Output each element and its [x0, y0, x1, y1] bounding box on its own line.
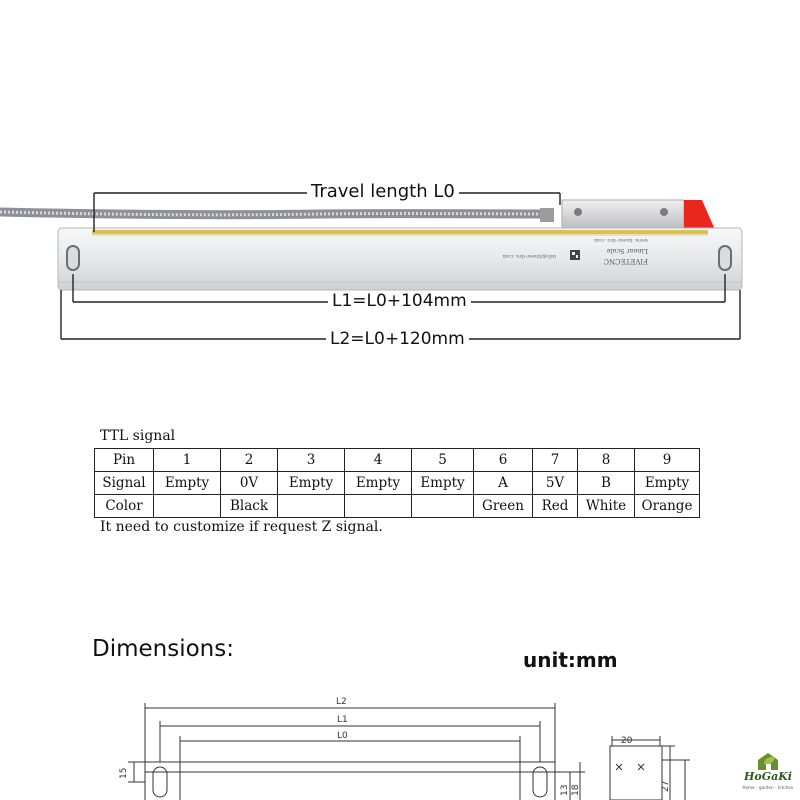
table-header-cell: Signal — [95, 472, 154, 495]
dimension-drawing — [0, 680, 800, 800]
mounting-slot-left — [67, 246, 79, 270]
hogaki-logo — [738, 750, 798, 798]
cable-connector — [540, 208, 554, 222]
l1-label: L1 — [337, 715, 348, 725]
side-view-outline — [610, 746, 662, 800]
table-cell: 8 — [578, 449, 635, 472]
house-leaf-icon — [754, 750, 782, 772]
dim-18-label: 18 — [571, 784, 581, 796]
table-cell: Empty — [412, 472, 474, 495]
table-cell — [154, 495, 221, 518]
ttl-signal-note: It need to customize if request Z signal. — [100, 519, 383, 535]
dim-27-label: 27 — [661, 780, 671, 792]
table-cell: Red — [533, 495, 578, 518]
table-header-cell: Color — [95, 495, 154, 518]
screw-icon — [660, 208, 668, 216]
red-slider-cap — [684, 200, 716, 232]
travel-length-label: Travel length L0 — [307, 182, 459, 202]
l2-label: L2 — [336, 697, 347, 707]
table-cell — [412, 495, 474, 518]
screw-icon — [574, 208, 582, 216]
logo-tagline: Home - garden - kitchen — [742, 785, 794, 790]
table-cell: 6 — [474, 449, 533, 472]
dim-13-label: 13 — [560, 784, 570, 796]
table-cell: 4 — [345, 449, 412, 472]
scale-website-text: www. linear-dro. com — [593, 237, 648, 243]
table-cell: Green — [474, 495, 533, 518]
dim-20-label: 20 — [621, 736, 633, 746]
l0-label: L0 — [337, 731, 348, 741]
table-cell: 2 — [221, 449, 278, 472]
scale-outline — [145, 762, 555, 800]
table-cell: 1 — [154, 449, 221, 472]
logo-wordmark: HoGaKi — [744, 770, 792, 783]
table-cell: Black — [221, 495, 278, 518]
mounting-slot-right — [719, 246, 731, 270]
table-cell: White — [578, 495, 635, 518]
yellow-seal-stripe — [92, 230, 708, 234]
table-cell: Empty — [345, 472, 412, 495]
table-cell: Empty — [278, 472, 345, 495]
scale-email-text: info@linear-dro. com — [502, 253, 556, 259]
table-row — [95, 495, 700, 518]
table-cell: Empty — [635, 472, 700, 495]
unit-label: unit:mm — [523, 648, 618, 672]
table-row — [95, 472, 700, 495]
table-cell — [345, 495, 412, 518]
table-cell: 3 — [278, 449, 345, 472]
l1-formula-label: L1=L0+104mm — [328, 291, 471, 311]
dimensions-heading: Dimensions: — [92, 636, 234, 662]
scale-type-text: Linear Scale — [606, 247, 648, 255]
table-cell — [278, 495, 345, 518]
ttl-signal-title: TTL signal — [100, 428, 176, 444]
table-header-cell: Pin — [95, 449, 154, 472]
scale-brand-text: FIVETECNC — [603, 257, 648, 265]
table-cell: 5V — [533, 472, 578, 495]
table-cell: Empty — [154, 472, 221, 495]
table-cell: 0V — [221, 472, 278, 495]
table-row — [95, 449, 700, 472]
dim-15-label: 15 — [119, 767, 129, 779]
ttl-signal-table — [94, 448, 700, 518]
table-cell: 5 — [412, 449, 474, 472]
table-cell: 9 — [635, 449, 700, 472]
table-cell: 7 — [533, 449, 578, 472]
l2-formula-label: L2=L0+120mm — [326, 329, 469, 349]
table-cell: Orange — [635, 495, 700, 518]
table-cell: A — [474, 472, 533, 495]
table-cell: B — [578, 472, 635, 495]
